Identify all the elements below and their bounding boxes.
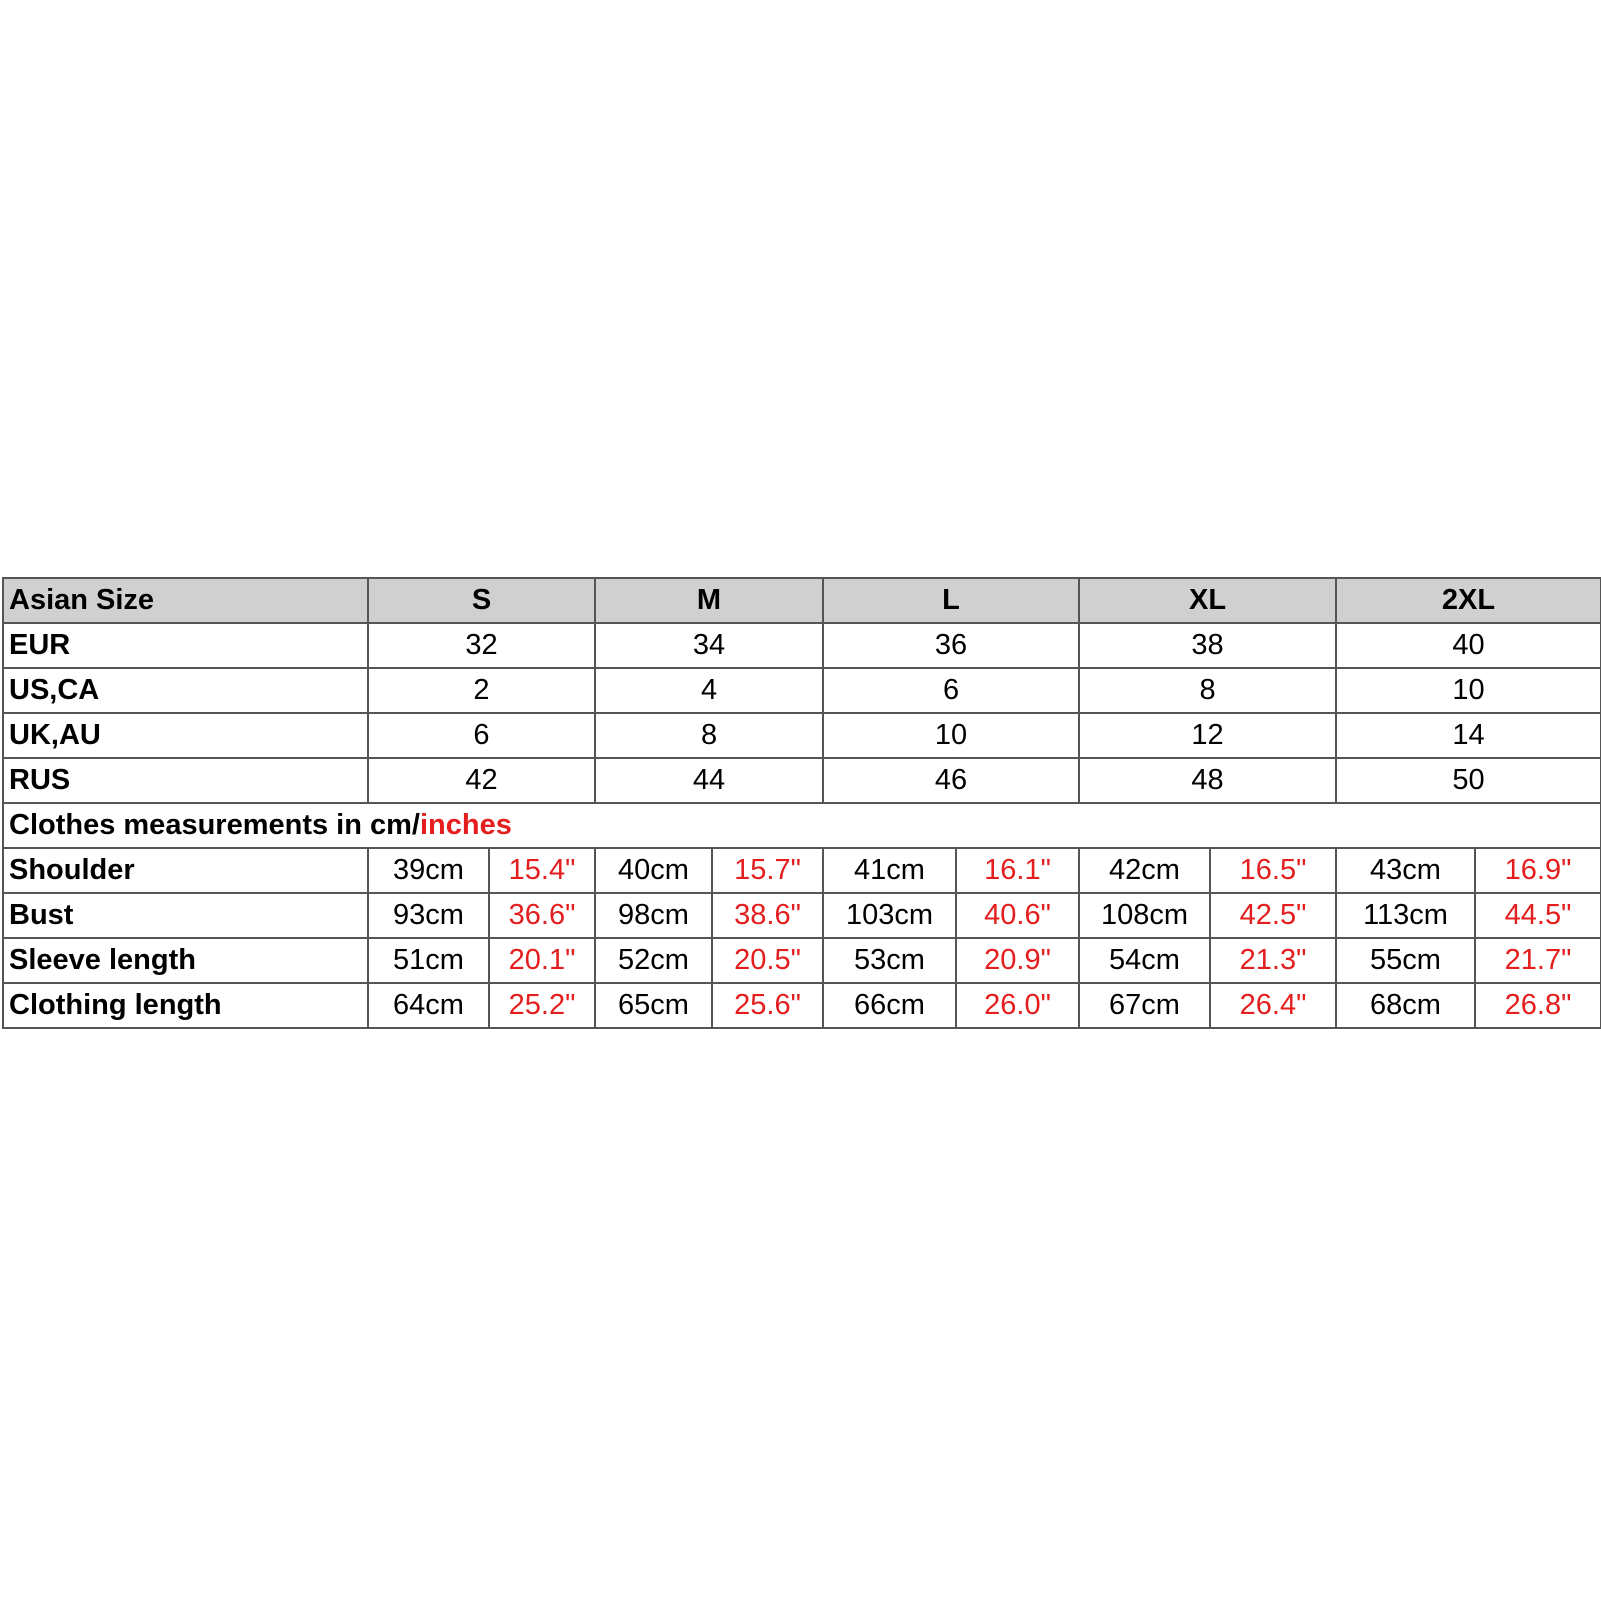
inch-cell: 15.7" <box>712 848 823 893</box>
inch-cell: 26.0" <box>956 983 1079 1028</box>
cm-cell: 93cm <box>368 893 489 938</box>
table-cell: 10 <box>823 713 1079 758</box>
size-m-header: M <box>595 578 823 623</box>
measurements-title-prefix: Clothes measurements in cm/ <box>9 809 420 841</box>
cm-cell: 55cm <box>1336 938 1475 983</box>
inch-cell: 25.2" <box>489 983 595 1028</box>
measurement-row-sleeve-length <box>3 938 1601 983</box>
inch-cell: 16.1" <box>956 848 1079 893</box>
inch-cell: 20.9" <box>956 938 1079 983</box>
table-cell: 10 <box>1336 668 1601 713</box>
table-cell: 42 <box>368 758 595 803</box>
cm-cell: 66cm <box>823 983 956 1028</box>
measurements-title-row <box>3 803 1601 848</box>
cm-cell: 65cm <box>595 983 712 1028</box>
inch-cell: 15.4" <box>489 848 595 893</box>
measurement-row-clothing-length <box>3 983 1601 1028</box>
inch-cell: 26.4" <box>1210 983 1336 1028</box>
inch-cell: 20.5" <box>712 938 823 983</box>
cm-cell: 52cm <box>595 938 712 983</box>
row-label: Shoulder <box>3 848 368 893</box>
cm-cell: 39cm <box>368 848 489 893</box>
cm-cell: 42cm <box>1079 848 1210 893</box>
measurement-row-shoulder <box>3 848 1601 893</box>
inch-cell: 36.6" <box>489 893 595 938</box>
cm-cell: 64cm <box>368 983 489 1028</box>
cm-cell: 67cm <box>1079 983 1210 1028</box>
cm-cell: 53cm <box>823 938 956 983</box>
size-s-header: S <box>368 578 595 623</box>
conversion-row-us-ca <box>3 668 1601 713</box>
table-cell: 8 <box>1079 668 1336 713</box>
table-cell: 14 <box>1336 713 1601 758</box>
inch-cell: 25.6" <box>712 983 823 1028</box>
cm-cell: 108cm <box>1079 893 1210 938</box>
inch-cell: 16.9" <box>1475 848 1601 893</box>
conversion-row-eur <box>3 623 1601 668</box>
cm-cell: 103cm <box>823 893 956 938</box>
table-cell: 40 <box>1336 623 1601 668</box>
measurement-row-bust <box>3 893 1601 938</box>
row-label: Clothing length <box>3 983 368 1028</box>
size-l-header: L <box>823 578 1079 623</box>
table-cell: 12 <box>1079 713 1336 758</box>
inch-cell: 26.8" <box>1475 983 1601 1028</box>
row-label: US,CA <box>3 668 368 713</box>
cm-cell: 40cm <box>595 848 712 893</box>
row-label: Sleeve length <box>3 938 368 983</box>
cm-cell: 41cm <box>823 848 956 893</box>
cm-cell: 51cm <box>368 938 489 983</box>
table-cell: 36 <box>823 623 1079 668</box>
table-cell: 32 <box>368 623 595 668</box>
size-chart-table <box>2 577 1601 1029</box>
table-cell: 6 <box>368 713 595 758</box>
size-xl-header: XL <box>1079 578 1336 623</box>
table-cell: 34 <box>595 623 823 668</box>
conversion-row-rus <box>3 758 1601 803</box>
measurements-title <box>3 803 1601 848</box>
row-label: RUS <box>3 758 368 803</box>
inch-cell: 38.6" <box>712 893 823 938</box>
row-label: UK,AU <box>3 713 368 758</box>
inch-cell: 40.6" <box>956 893 1079 938</box>
inch-cell: 21.3" <box>1210 938 1336 983</box>
header-label: Asian Size <box>3 578 368 623</box>
table-cell: 8 <box>595 713 823 758</box>
size-2xl-header: 2XL <box>1336 578 1601 623</box>
header-row <box>3 578 1601 623</box>
inch-cell: 44.5" <box>1475 893 1601 938</box>
measurements-title-suffix: inches <box>419 809 512 841</box>
table-cell: 6 <box>823 668 1079 713</box>
inch-cell: 16.5" <box>1210 848 1336 893</box>
inch-cell: 42.5" <box>1210 893 1336 938</box>
cm-cell: 54cm <box>1079 938 1210 983</box>
table-cell: 38 <box>1079 623 1336 668</box>
table-cell: 46 <box>823 758 1079 803</box>
inch-cell: 21.7" <box>1475 938 1601 983</box>
table-cell: 2 <box>368 668 595 713</box>
table-cell: 4 <box>595 668 823 713</box>
cm-cell: 43cm <box>1336 848 1475 893</box>
conversion-row-uk-au <box>3 713 1601 758</box>
inch-cell: 20.1" <box>489 938 595 983</box>
cm-cell: 113cm <box>1336 893 1475 938</box>
cm-cell: 98cm <box>595 893 712 938</box>
row-label: Bust <box>3 893 368 938</box>
cm-cell: 68cm <box>1336 983 1475 1028</box>
row-label: EUR <box>3 623 368 668</box>
table-cell: 48 <box>1079 758 1336 803</box>
table-cell: 44 <box>595 758 823 803</box>
table-cell: 50 <box>1336 758 1601 803</box>
